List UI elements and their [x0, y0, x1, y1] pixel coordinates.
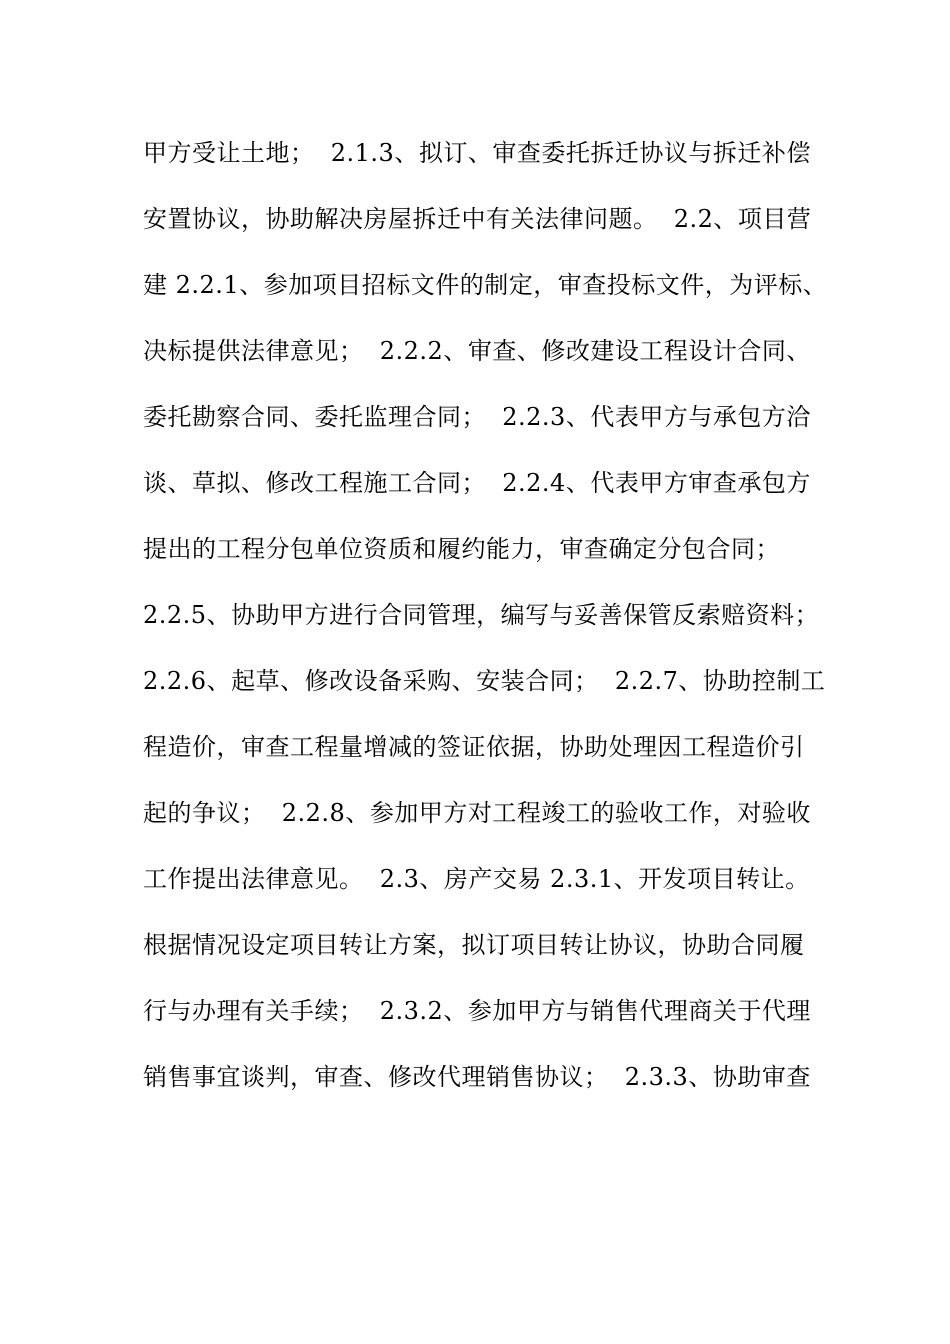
text-line: 谈、草拟、修改工程施工合同； 2.2.4、代表甲方审查承包方	[143, 469, 811, 497]
text-line: 销售事宜谈判，审查、修改代理销售协议； 2.3.3、协助审查	[143, 1063, 811, 1091]
body-text	[143, 130, 843, 1120]
text-line: 根据情况设定项目转让方案，拟订项目转让协议，协助合同履	[143, 931, 805, 959]
text-line: 甲方受让土地； 2.1.3、拟订、审查委托拆迁协议与拆迁补偿	[143, 139, 811, 167]
text-line: 起的争议； 2.2.8、参加甲方对工程竣工的验收工作，对验收	[143, 799, 811, 827]
text-line: 2.2.5、协助甲方进行合同管理，编写与妥善保管反索赔资料；	[143, 601, 820, 629]
text-line: 委托勘察合同、委托监理合同； 2.2.3、代表甲方与承包方洽	[143, 403, 811, 431]
text-line: 工作提出法律意见。 2.3、房产交易 2.3.1、开发项目转让。	[143, 865, 810, 893]
text-line: 行与办理有关手续； 2.3.2、参加甲方与销售代理商关于代理	[143, 997, 811, 1025]
text-line: 安置协议，协助解决房屋拆迁中有关法律问题。 2.2、项目营	[143, 205, 812, 233]
text-line: 建 2.2.1、参加项目招标文件的制定，审查投标文件，为评标、	[143, 271, 828, 299]
text-line: 程造价，审查工程量增减的签证依据，协助处理因工程造价引	[143, 733, 805, 761]
text-line: 决标提供法律意见； 2.2.2、审查、修改建设工程设计合同、	[143, 337, 811, 365]
text-line: 2.2.6、起草、修改设备采购、安装合同； 2.2.7、协助控制工	[143, 667, 826, 695]
text-line: 提出的工程分包单位资质和履约能力，审查确定分包合同；	[143, 535, 780, 563]
